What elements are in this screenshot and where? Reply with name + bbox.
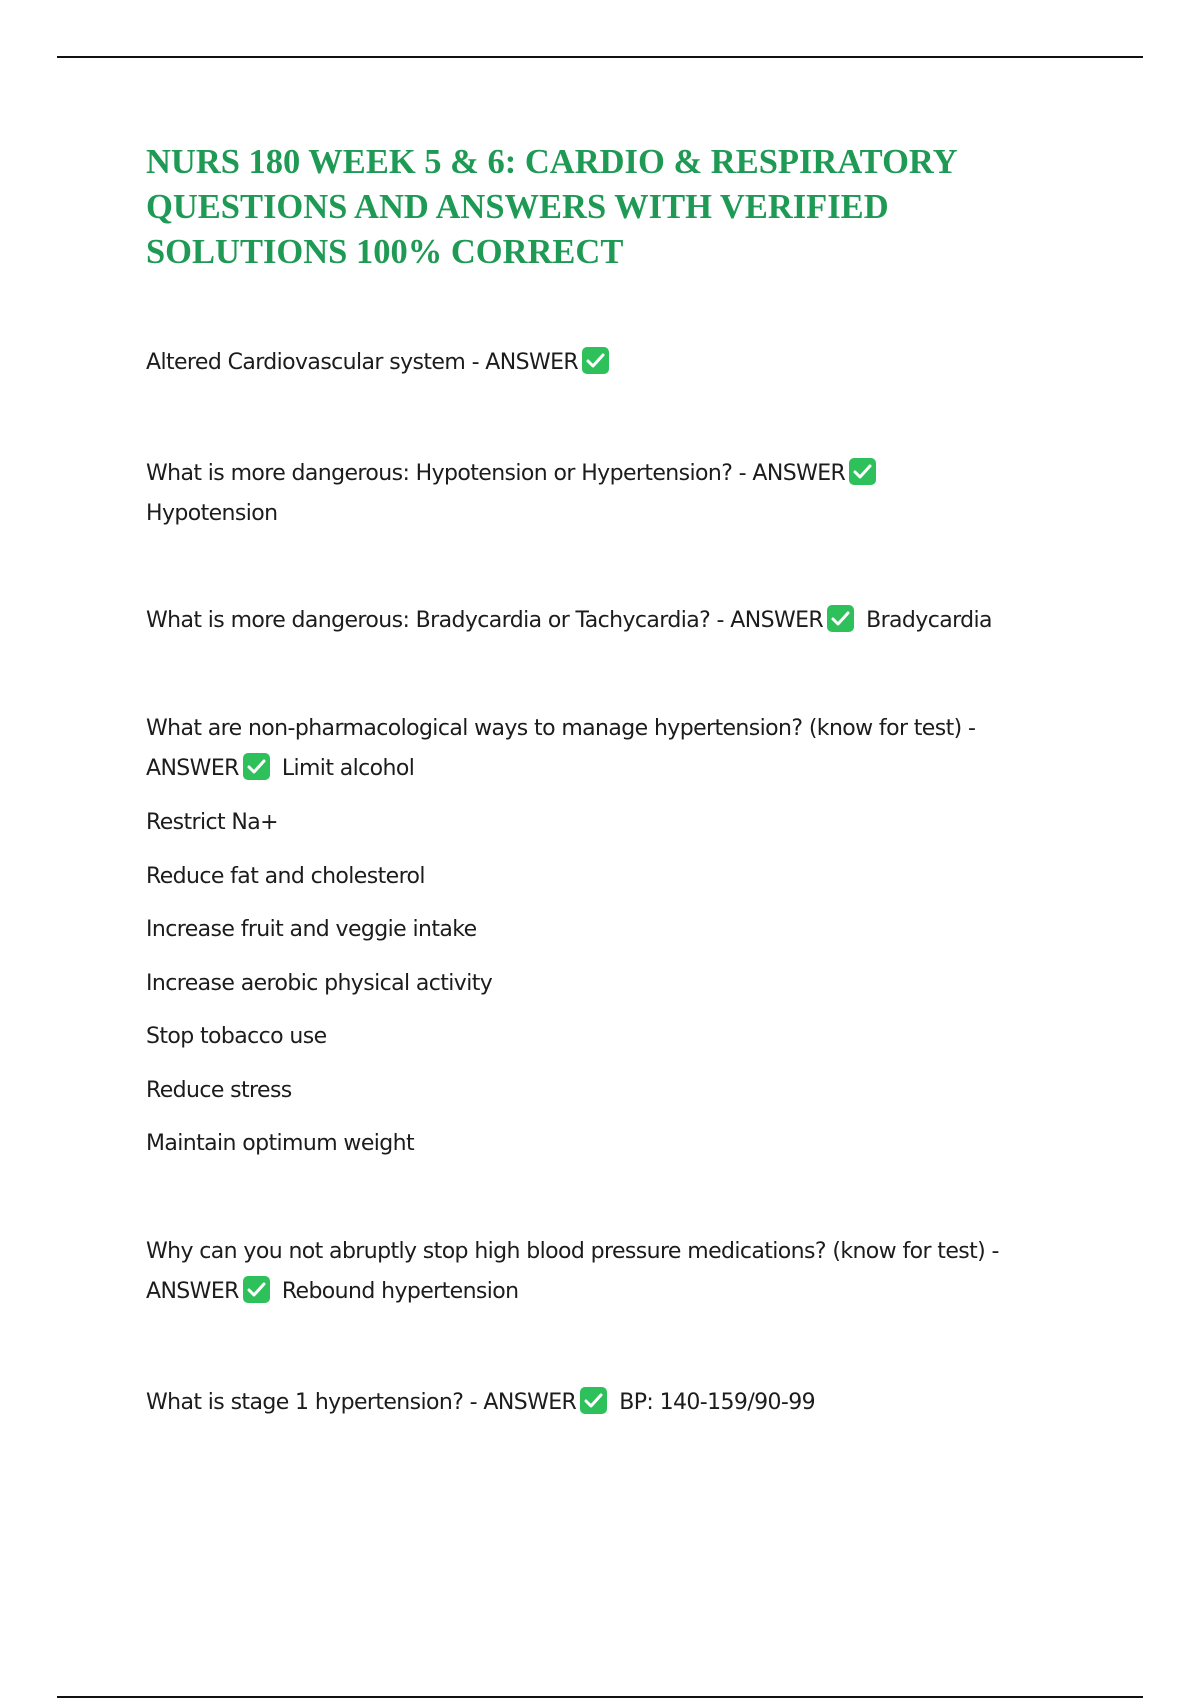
list-item: Reduce fat and cholesterol [146,863,425,889]
list-item: Stop tobacco use [146,1024,327,1049]
question-line: Why can you not abruptly stop high blood pressure medications? (know for test) - [146,1239,999,1264]
top-rule [57,56,1143,58]
check-mark-icon [849,458,876,485]
list-item: Restrict Na+ [146,810,278,835]
qa-item [146,454,1106,534]
title-line: QUESTIONS AND ANSWERS WITH VERIFIED [146,188,889,226]
answer-text: Limit alcohol [281,756,415,781]
question-line [146,1383,1106,1423]
question-text: What is more dangerous: Bradycardia or Tachycardia? - ANSWER [146,608,824,633]
qa-item [146,343,1106,383]
question-text: ANSWER [146,756,239,781]
check-mark-icon [580,1387,607,1414]
question-line [146,749,1106,789]
qa-item [146,601,1106,641]
list-item: Increase aerobic physical activity [146,970,493,996]
question-text: Altered Cardiovascular system - ANSWER [146,350,579,375]
list-item: Increase fruit and veggie intake [146,917,477,942]
bottom-rule [57,1696,1143,1698]
question-line [146,343,1106,383]
list-item: Maintain optimum weight [146,1131,415,1156]
document-header [146,140,1106,275]
answer-text: BP: 140-159/90-99 [619,1390,816,1415]
question-line [146,601,1106,641]
qa-item [146,1383,1106,1423]
qa-item [146,709,1106,1178]
check-mark-icon [827,605,854,632]
question-line [146,454,1106,494]
qa-item [146,1232,1106,1312]
question-line [146,1272,1106,1312]
check-mark-icon [243,1276,270,1303]
title-line: NURS 180 WEEK 5 & 6: CARDIO & RESPIRATORY [146,143,958,181]
answer-text: Bradycardia [866,608,992,633]
question-text: What is stage 1 hypertension? - ANSWER [146,1390,577,1415]
answer-text: Hypotension [146,501,278,526]
question-text: ANSWER [146,1279,239,1304]
title-line: SOLUTIONS 100% CORRECT [146,233,624,271]
document-title [146,140,1106,275]
answer-text: Rebound hypertension [281,1279,519,1304]
question-text: What is more dangerous: Hypotension or Hypertension? - ANSWER [146,461,846,486]
question-line: What are non-pharmacological ways to manage hypertension? (know for test) - [146,716,976,741]
answer-list [146,803,1106,1178]
check-mark-icon [243,753,270,780]
check-mark-icon [582,347,609,374]
list-item: Reduce stress [146,1077,292,1103]
